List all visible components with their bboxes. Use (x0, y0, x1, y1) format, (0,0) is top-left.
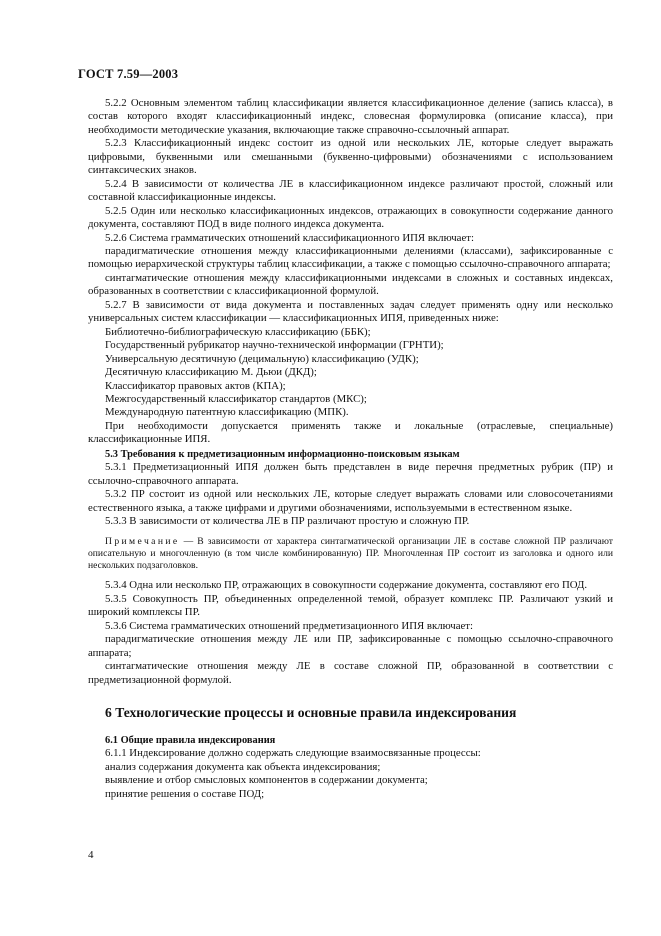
paragraph-5-3-3: 5.3.3 В зависимости от количества ЛЕ в ПР различают простую и сложную ПР. (105, 515, 470, 528)
list-item: Межгосударственный классификатор стандартов (МКС); (105, 392, 367, 405)
paragraph-5-3-6: 5.3.6 Система грамматических отношений предметизационного ИПЯ включает: (105, 619, 474, 632)
note-label: Примечание (105, 535, 180, 547)
heading-5-3: 5.3 Требования к предметизационным информационно-поисковым языкам (105, 448, 460, 460)
paragraph-local-ipya: При необходимости допускается применять также и локальные (отраслевые, специальные) классификационные ИПЯ. (88, 419, 613, 446)
list-item: Десятичную классификацию М. Дьюи (ДКД); (105, 366, 317, 379)
paragraph-5-3-4: 5.3.4 Одна или несколько ПР, отражающих в совокупности содержание документа, составляют его ПОД. (105, 579, 588, 592)
list-item: анализ содержания документа как объекта индексирования; (105, 760, 381, 773)
section-title-6: 6 Технологические процессы и основные правила индексирования (105, 705, 517, 721)
note-text: — В зависимости от характера синтагматической организации ЛЕ в составе сложной ПР различают описательную и многочленную (в том числе комбинированную) ПР. Многочленная ПР состоит из заголовка и одного или нескольких подзаголовков. (88, 535, 613, 572)
paragraph-5-2-3: 5.2.3 Классификационный индекс состоит из одной или нескольких ЛЕ, которые следует выражать цифровыми, буквенными или смешанными (буквенно-цифровыми) обозначениями с использованием синтаксических знаков. (88, 137, 613, 177)
note (88, 536, 613, 573)
list-item: Классификатор правовых актов (КПА); (105, 379, 286, 392)
list-item: парадигматические отношения между классификационными делениями (классами), зафиксированные с помощью иерархической структуры таблиц классификации, а также с помощью ссылочно-справочного аппарата; (88, 244, 613, 271)
list-item: Библиотечно-библиографическую классификацию (ББК); (105, 325, 371, 338)
paragraph-5-3-2: 5.3.2 ПР состоит из одной или нескольких ЛЕ, которые следует выражать словами или словосочетаниями естественного языка, а также цифрами и другими обозначениями, используемыми в естественном языке. (88, 488, 613, 514)
page-body (88, 97, 613, 801)
paragraph-5-2-4: 5.2.4 В зависимости от количества ЛЕ в классификационном индексе различают простой, сложный или составной классификационные индексы. (88, 177, 613, 204)
list-item: синтагматические отношения между классификационными индексами в сложных и составных индексах, образованных в соответствии с классификационной формулой. (88, 271, 613, 298)
page-number: 4 (88, 849, 94, 861)
paragraph-5-2-6: 5.2.6 Система грамматических отношений классификационного ИПЯ включает: (105, 231, 474, 244)
list-item: синтагматические отношения между ЛЕ в составе сложной ПР, образованной в соответствии с предметизационной формулой. (88, 660, 613, 686)
list-item: Международную патентную классификацию (МПК). (105, 406, 349, 419)
list-item: парадигматические отношения между ЛЕ или ПР, зафиксированные с помощью ссылочно-справочного аппарата; (88, 633, 613, 659)
list-item: Универсальную десятичную (децимальную) классификацию (УДК); (105, 352, 419, 365)
paragraph-5-3-1: 5.3.1 Предметизационный ИПЯ должен быть представлен в виде перечня предметных рубрик (ПР) и ссылочно-справочного аппарата. (88, 461, 613, 487)
list-item: принятие решения о составе ПОД; (105, 787, 265, 800)
list-item: Государственный рубрикатор научно-технической информации (ГРНТИ); (105, 339, 444, 352)
list-item: выявление и отбор смысловых компонентов в содержании документа; (105, 774, 428, 787)
paragraph-5-2-5: 5.2.5 Один или несколько классификационных индексов, отражающих в совокупности содержание данного документа, составляют ПОД в виде полного индекса документа. (88, 204, 613, 231)
document-header: ГОСТ 7.59—2003 (78, 67, 179, 81)
paragraph-5-2-7: 5.2.7 В зависимости от вида документа и поставленных задач следует применять одну или несколько универсальных систем классификации — классификационных ИПЯ, приведенных ниже: (88, 298, 613, 325)
heading-6-1: 6.1 Общие правила индексирования (105, 735, 276, 747)
paragraph-5-2-2: 5.2.2 Основным элементом таблиц классификации является классификационное деление (запись класса), в состав которого входят классификационный индекс, словесная формулировка (описание класса), при необходимости методические указания, включающие также справочно-ссылочный аппарат. (88, 97, 613, 136)
paragraph-6-1-1: 6.1.1 Индексирование должно содержать следующие взаимосвязанные процессы: (105, 747, 481, 760)
paragraph-5-3-5: 5.3.5 Совокупность ПР, объединенных определенной темой, образует комплекс ПР. Различают узкий и широкий комплексы ПР. (88, 592, 613, 619)
